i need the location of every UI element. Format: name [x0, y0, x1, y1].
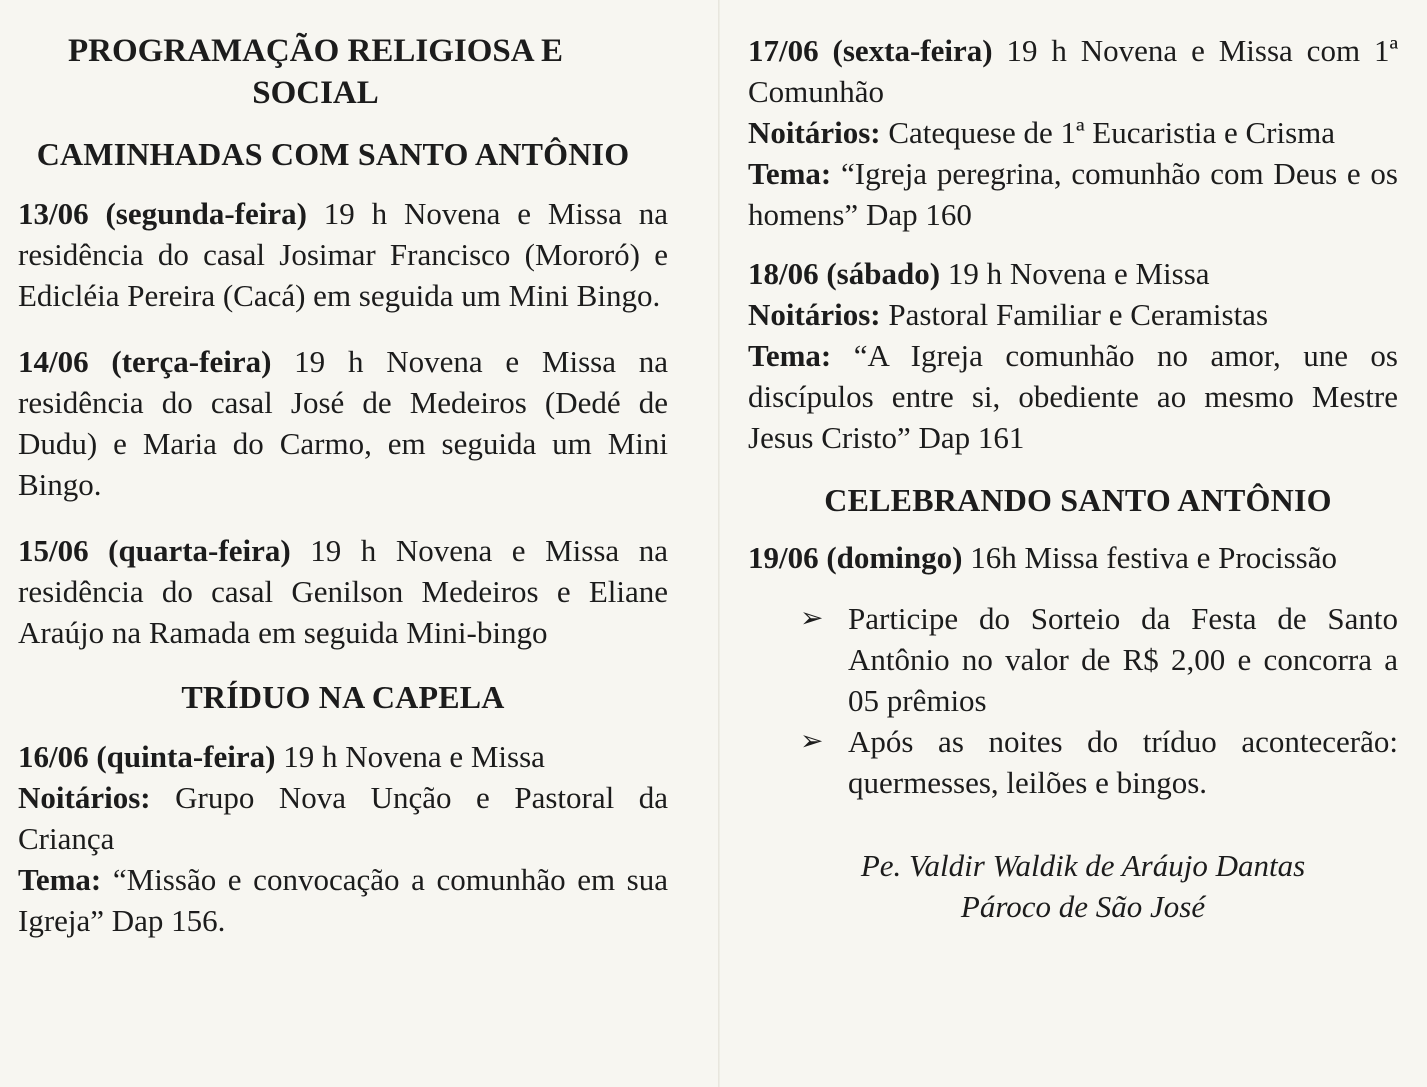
event-text: 16h Missa festiva e Procissão	[970, 540, 1337, 575]
event-19-06	[748, 537, 1398, 578]
section-heading-triduo: TRÍDUO NA CAPELA	[181, 679, 505, 715]
tema-text: “A Igreja comunhão no amor, une os discípulos entre si, obediente ao mesmo Mestre Jesus Cristo” Dap 161	[748, 338, 1398, 455]
page-title: PROGRAMAÇÃO RELIGIOSA E SOCIAL	[67, 33, 564, 111]
event-15-06	[18, 530, 668, 653]
list-item-text: Participe do Sorteio da Festa de Santo Antônio no valor de R$ 2,00 e concorra a 05 prêmios	[848, 601, 1398, 718]
event-date: 19/06 (domingo)	[748, 540, 963, 575]
arrow-bullet-icon: ➢	[800, 603, 824, 634]
right-column	[748, 0, 1398, 927]
noitarios-text: Grupo Nova Unção e Pastoral da Criança	[18, 780, 669, 856]
event-14-06	[18, 341, 668, 505]
event-13-06	[18, 193, 668, 316]
event-date: 13/06 (segunda-feira)	[18, 196, 307, 231]
event-text: 19 h Novena e Missa na residência do casal José de Medeiros (Dedé de Dudu) e Maria do Carmo, em seguida um Mini Bingo.	[18, 344, 668, 502]
event-date: 15/06 (quarta-feira)	[18, 533, 291, 568]
left-column	[18, 0, 668, 941]
tema-text: “Igreja peregrina, comunhão com Deus e os homens” Dap 160	[748, 156, 1398, 232]
event-text: 19 h Novena e Missa na residência do casal Genilson Medeiros e Eliane Araújo na Ramada em seguida Mini-bingo	[18, 533, 669, 650]
event-text: 19 h Novena e Missa na residência do casal Josimar Francisco (Mororó) e Edicléia Pereira (Cacá) em seguida um Mini Bingo.	[18, 196, 668, 313]
tema-label: Tema:	[748, 156, 832, 191]
signature-role: Pároco de São José	[960, 889, 1206, 924]
noitarios-label: Noitários:	[748, 297, 881, 332]
arrow-bullet-icon: ➢	[800, 726, 824, 757]
event-date: 18/06 (sábado)	[748, 256, 941, 291]
noitarios-label: Noitários:	[18, 780, 151, 815]
event-date: 14/06 (terça-feira)	[18, 344, 272, 379]
noitarios-label: Noitários:	[748, 115, 881, 150]
list-item-text: Após as noites do tríduo acontecerão: quermesses, leilões e bingos.	[848, 724, 1398, 800]
tema-label: Tema:	[748, 338, 832, 373]
noitarios-text: Catequese de 1ª Eucaristia e Crisma	[888, 115, 1336, 150]
list-item	[748, 598, 1398, 721]
event-16-06	[18, 736, 668, 941]
tema-text: “Missão e convocação a comunhão em sua Igreja” Dap 156.	[18, 862, 669, 938]
list-item	[748, 721, 1398, 803]
section-heading-celebrando: CELEBRANDO SANTO ANTÔNIO	[824, 482, 1332, 518]
event-date: 17/06 (sexta-feira)	[748, 33, 993, 68]
tema-label: Tema:	[18, 862, 102, 897]
page-fold	[718, 0, 720, 1087]
event-17-06	[748, 30, 1398, 235]
info-list	[748, 598, 1398, 803]
section-heading-caminhadas: CAMINHADAS COM SANTO ANTÔNIO	[36, 136, 630, 172]
event-text: 19 h Novena e Missa com 1ª Comunhão	[748, 33, 1399, 109]
noitarios-text: Pastoral Familiar e Ceramistas	[888, 297, 1269, 332]
event-text: 19 h Novena e Missa	[283, 739, 545, 774]
signature-name: Pe. Valdir Waldik de Aráujo Dantas	[860, 848, 1306, 883]
event-text: 19 h Novena e Missa	[947, 256, 1210, 291]
event-date: 16/06 (quinta-feira)	[18, 739, 276, 774]
event-18-06	[748, 253, 1398, 458]
